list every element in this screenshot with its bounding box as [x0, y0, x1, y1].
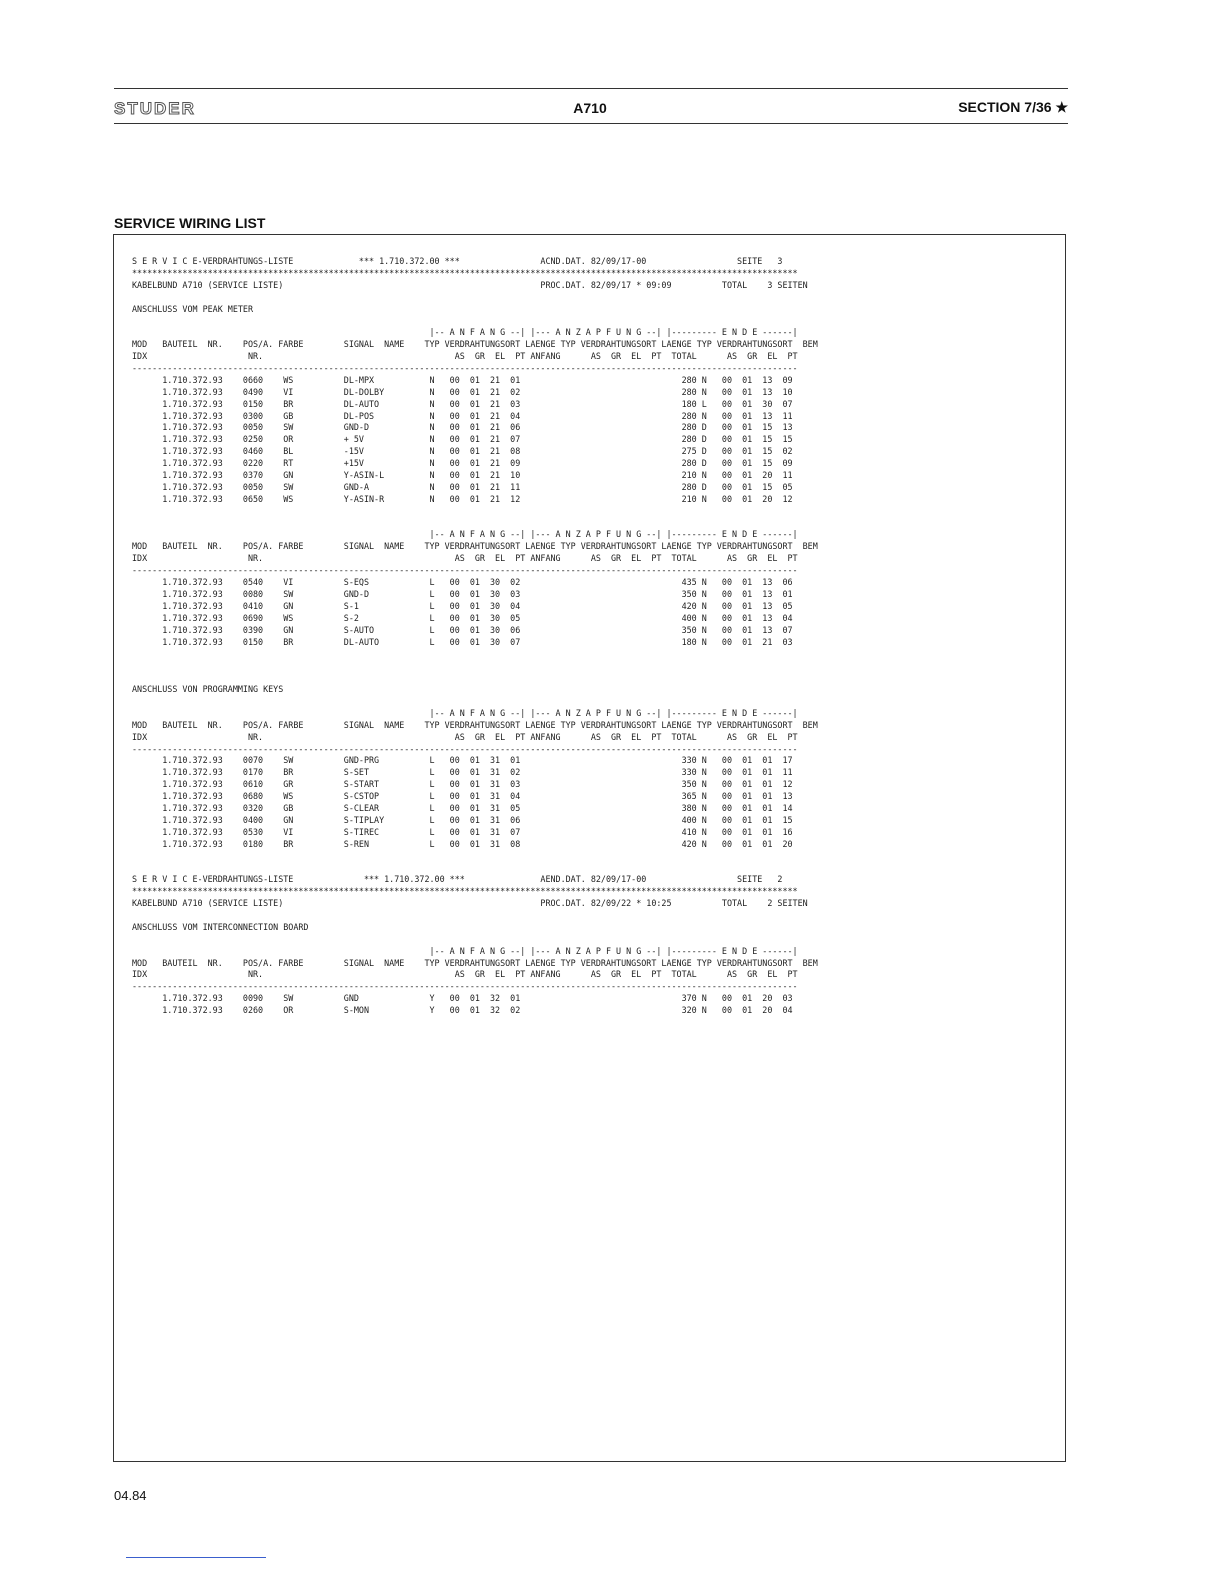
listing-line: S E R V I C E-VERDRAHTUNGS-LISTE *** 1.710.372.00 *** ACND.DAT. 82/09/17-00 SEITE 3 [132, 256, 783, 266]
listing-line [132, 910, 1052, 922]
listing-line [132, 934, 1052, 946]
listing-line [132, 315, 1052, 327]
listing-line: 1.710.372.93 0250 OR + 5V N 00 01 21 07 280 D 00 01 15 15 [132, 434, 793, 445]
listing-line: 1.710.372.93 0260 OR S-MON Y 00 01 32 02 320 N 00 01 20 04 [132, 1005, 793, 1016]
listing-line: |-- A N F A N G --| |--- A N Z A P F U N G --| |--------- E N D E ------| [132, 529, 798, 540]
listing-line: 1.710.372.93 0320 GB S-CLEAR L 00 01 31 05 380 N 00 01 01 14 [132, 802, 793, 813]
footer-date-code: 04.84 [114, 1488, 147, 1503]
listing-line: 1.710.372.93 0150 BR DL-AUTO N 00 01 21 03 180 L 00 01 30 07 [132, 398, 793, 409]
listing-line: |-- A N F A N G --| |--- A N Z A P F U N G --| |--------- E N D E ------| [132, 327, 798, 338]
listing-line: |-- A N F A N G --| |--- A N Z A P F U N G --| |--------- E N D E ------| [132, 707, 798, 718]
listing-line: 1.710.372.93 0220 RT +15V N 00 01 21 09 280 D 00 01 15 09 [132, 458, 793, 469]
listing-line [132, 696, 1052, 708]
header-bottom-rule [114, 123, 1068, 124]
listing-line: IDX NR. AS GR EL PT ANFANG AS GR EL PT TOTAL AS GR EL PT [132, 969, 798, 980]
listing-line: ANSCHLUSS VOM INTERCONNECTION BOARD [132, 921, 309, 932]
listing-line [132, 862, 1052, 874]
listing-line: MOD BAUTEIL NR. POS/A. FARBE SIGNAL NAME TYP VERDRAHTUNGSORT LAENGE TYP VERDRAHTUNGSORT LAENGE TYP VERDRAHTUNGSORT BEM [132, 339, 818, 350]
listing-line [132, 851, 1052, 863]
listing-line: ANSCHLUSS VOM PEAK METER [132, 303, 254, 314]
listing-line: 1.710.372.93 0370 GN Y-ASIN-L N 00 01 21 10 210 N 00 01 20 11 [132, 470, 793, 481]
listing-line [132, 292, 1052, 304]
listing-line: ************************************************************************************************************************************ [132, 886, 798, 897]
listing-line: IDX NR. AS GR EL PT ANFANG AS GR EL PT TOTAL AS GR EL PT [132, 731, 798, 742]
listing-line: 1.710.372.93 0070 SW GND-PRG L 00 01 31 01 330 N 00 01 01 17 [132, 755, 793, 766]
listing-line: ------------------------------------------------------------------------------------------------------------------------------------ [132, 981, 798, 992]
listing-line: 1.710.372.93 0400 GN S-TIPLAY L 00 01 31 06 400 N 00 01 01 15 [132, 814, 793, 825]
listing-line [132, 506, 1052, 518]
listing-line: 1.710.372.93 0180 BR S-REN L 00 01 31 08 420 N 00 01 01 20 [132, 838, 793, 849]
listing-line [132, 672, 1052, 684]
listing-line: MOD BAUTEIL NR. POS/A. FARBE SIGNAL NAME TYP VERDRAHTUNGSORT LAENGE TYP VERDRAHTUNGSORT LAENGE TYP VERDRAHTUNGSORT BEM [132, 541, 818, 552]
listing-line [132, 648, 1052, 660]
listing-line: 1.710.372.93 0300 GB DL-POS N 00 01 21 04 280 N 00 01 13 11 [132, 410, 793, 421]
studer-logo: STUDER [114, 99, 196, 118]
listing-line: 1.710.372.93 0610 GR S-START L 00 01 31 03 350 N 00 01 01 12 [132, 779, 793, 790]
listing-line [132, 660, 1052, 672]
listing-line: MOD BAUTEIL NR. POS/A. FARBE SIGNAL NAME TYP VERDRAHTUNGSORT LAENGE TYP VERDRAHTUNGSORT LAENGE TYP VERDRAHTUNGSORT BEM [132, 719, 818, 730]
listing-line: S E R V I C E-VERDRAHTUNGS-LISTE *** 1.710.372.00 *** AEND.DAT. 82/09/17-00 SEITE 2 [132, 874, 783, 885]
header-top-rule [114, 88, 1068, 89]
section-label: SECTION 7/36 ★ [958, 99, 1068, 115]
wiring-listing [132, 256, 1052, 1017]
listing-line: 1.710.372.93 0490 VI DL-DOLBY N 00 01 21 02 280 N 00 01 13 10 [132, 386, 793, 397]
listing-line: 1.710.372.93 0170 BR S-SET L 00 01 31 02 330 N 00 01 01 11 [132, 767, 793, 778]
listing-line: 1.710.372.93 0080 SW GND-D L 00 01 30 03 350 N 00 01 13 01 [132, 588, 793, 599]
listing-line: 1.710.372.93 0690 WS S-2 L 00 01 30 05 400 N 00 01 13 04 [132, 612, 793, 623]
listing-line: KABELBUND A710 (SERVICE LISTE) PROC.DAT. 82/09/22 * 10:25 TOTAL 2 SEITEN [132, 898, 808, 909]
listing-line: 1.710.372.93 0150 BR DL-AUTO L 00 01 30 07 180 N 00 01 21 03 [132, 636, 793, 647]
model-label: A710 [573, 100, 607, 116]
listing-line: IDX NR. AS GR EL PT ANFANG AS GR EL PT TOTAL AS GR EL PT [132, 553, 798, 564]
listing-line: 1.710.372.93 0390 GN S-AUTO L 00 01 30 06 350 N 00 01 13 07 [132, 624, 793, 635]
footer-link-underline [126, 1557, 266, 1558]
listing-line: KABELBUND A710 (SERVICE LISTE) PROC.DAT. 82/09/17 * 09:09 TOTAL 3 SEITEN [132, 279, 808, 290]
listing-line: MOD BAUTEIL NR. POS/A. FARBE SIGNAL NAME TYP VERDRAHTUNGSORT LAENGE TYP VERDRAHTUNGSORT LAENGE TYP VERDRAHTUNGSORT BEM [132, 957, 818, 968]
listing-line: 1.710.372.93 0050 SW GND-A N 00 01 21 11 280 D 00 01 15 05 [132, 481, 793, 492]
listing-line: 1.710.372.93 0650 WS Y-ASIN-R N 00 01 21 12 210 N 00 01 20 12 [132, 493, 793, 504]
listing-line: 1.710.372.93 0050 SW GND-D N 00 01 21 06 280 D 00 01 15 13 [132, 422, 793, 433]
listing-line: ------------------------------------------------------------------------------------------------------------------------------------ [132, 743, 798, 754]
listing-line: 1.710.372.93 0540 VI S-EQS L 00 01 30 02 435 N 00 01 13 06 [132, 577, 793, 588]
listing-line: ------------------------------------------------------------------------------------------------------------------------------------ [132, 565, 798, 576]
listing-line: 1.710.372.93 0410 GN S-1 L 00 01 30 04 420 N 00 01 13 05 [132, 600, 793, 611]
listing-line: ------------------------------------------------------------------------------------------------------------------------------------ [132, 363, 798, 374]
listing-line: 1.710.372.93 0660 WS DL-MPX N 00 01 21 01 280 N 00 01 13 09 [132, 374, 793, 385]
listing-line: IDX NR. AS GR EL PT ANFANG AS GR EL PT TOTAL AS GR EL PT [132, 351, 798, 362]
listing-line [132, 518, 1052, 530]
listing-line: 1.710.372.93 0530 VI S-TIREC L 00 01 31 07 410 N 00 01 01 16 [132, 826, 793, 837]
document-title: SERVICE WIRING LIST [114, 215, 266, 231]
listing-line: ANSCHLUSS VON PROGRAMMING KEYS [132, 684, 284, 695]
listing-line: 1.710.372.93 0680 WS S-CSTOP L 00 01 31 04 365 N 00 01 01 13 [132, 791, 793, 802]
listing-line: 1.710.372.93 0460 BL -15V N 00 01 21 08 275 D 00 01 15 02 [132, 446, 793, 457]
listing-line: ************************************************************************************************************************************ [132, 267, 798, 278]
listing-line: 1.710.372.93 0090 SW GND Y 00 01 32 01 370 N 00 01 20 03 [132, 993, 793, 1004]
listing-line: |-- A N F A N G --| |--- A N Z A P F U N G --| |--------- E N D E ------| [132, 945, 798, 956]
